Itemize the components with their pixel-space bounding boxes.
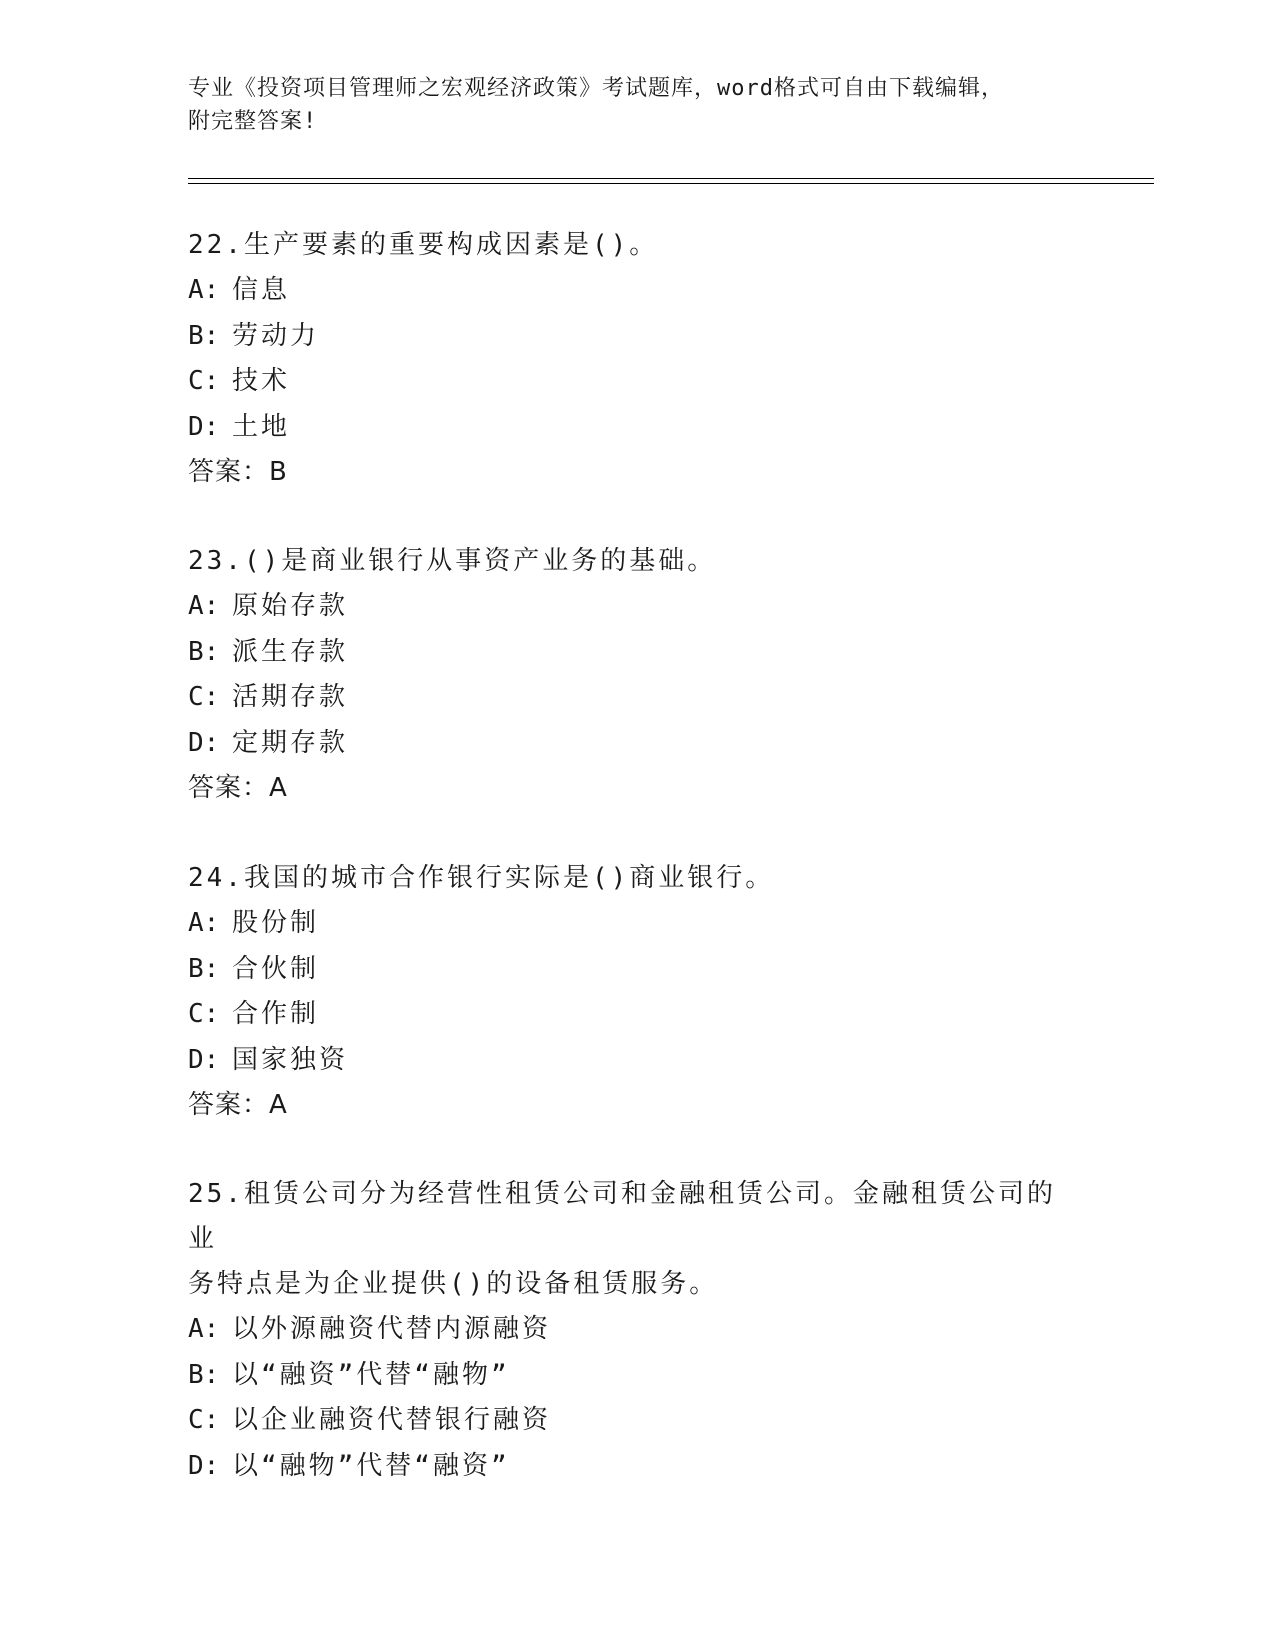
option-d <box>188 721 1068 767</box>
option-a <box>188 1307 1068 1353</box>
question-title: 22.生产要素的重要构成因素是()。 <box>188 230 659 260</box>
option-text: 定期存款 <box>232 727 349 758</box>
question-23 <box>188 539 1068 811</box>
option-c <box>188 675 1068 721</box>
answer-line: 答案：A <box>188 1090 288 1120</box>
option-d <box>188 405 1068 451</box>
answer-line: 答案：A <box>188 773 288 803</box>
option-d <box>188 1038 1068 1084</box>
option-text: 合伙制 <box>232 953 320 984</box>
option-text: 劳动力 <box>232 320 320 351</box>
option-b <box>188 947 1068 993</box>
option-letter: B: <box>188 953 220 984</box>
option-c <box>188 992 1068 1038</box>
option-text: 以企业融资代替银行融资 <box>232 1405 552 1435</box>
header-divider-bottom <box>188 183 1154 184</box>
option-text: 国家独资 <box>232 1044 349 1075</box>
question-24 <box>188 856 1068 1128</box>
option-letter: B: <box>188 320 220 351</box>
option-text: 以“融物”代替“融资” <box>232 1450 510 1481</box>
question-title-line-2: 务特点是为企业提供()的设备租赁服务。 <box>188 1269 719 1299</box>
option-text: 合作制 <box>232 999 320 1029</box>
question-22 <box>188 223 1068 495</box>
header-line-1: 专业《投资项目管理师之宏观经济政策》考试题库，word格式可自由下载编辑， <box>188 76 1004 101</box>
question-title-line-1: 25.租赁公司分为经营性租赁公司和金融租赁公司。金融租赁公司的业 <box>188 1179 1056 1254</box>
option-b <box>188 630 1068 676</box>
option-letter: A: <box>188 908 220 938</box>
option-a <box>188 584 1068 630</box>
option-letter: D: <box>188 411 220 442</box>
header-divider-top <box>188 178 1154 179</box>
question-title: 24.我国的城市合作银行实际是()商业银行。 <box>188 863 775 893</box>
option-letter: A: <box>188 591 220 621</box>
option-letter: A: <box>188 1314 220 1344</box>
option-letter: C: <box>188 999 220 1029</box>
option-text: 派生存款 <box>232 636 349 667</box>
header-line-2: 附完整答案! <box>188 109 318 134</box>
option-text: 活期存款 <box>232 682 349 712</box>
option-c <box>188 359 1068 405</box>
option-letter: C: <box>188 682 220 712</box>
option-b <box>188 314 1068 360</box>
option-letter: A: <box>188 275 220 305</box>
answer-line: 答案：B <box>188 457 288 487</box>
option-text: 股份制 <box>232 908 320 938</box>
option-text: 以“融资”代替“融物” <box>232 1359 510 1390</box>
option-text: 土地 <box>232 411 291 442</box>
option-d <box>188 1444 1068 1490</box>
option-letter: D: <box>188 1044 220 1075</box>
option-c <box>188 1398 1068 1444</box>
option-letter: B: <box>188 1359 220 1390</box>
document-header <box>188 72 1068 138</box>
question-25 <box>188 1172 1068 1489</box>
option-letter: D: <box>188 727 220 758</box>
option-a <box>188 268 1068 314</box>
option-text: 信息 <box>232 275 291 305</box>
option-letter: C: <box>188 1405 220 1435</box>
option-text: 原始存款 <box>232 591 349 621</box>
option-text: 以外源融资代替内源融资 <box>232 1314 552 1344</box>
option-a <box>188 901 1068 947</box>
option-b <box>188 1353 1068 1399</box>
option-text: 技术 <box>232 366 291 396</box>
option-letter: B: <box>188 636 220 667</box>
question-title: 23.()是商业银行从事资产业务的基础。 <box>188 546 717 576</box>
option-letter: D: <box>188 1450 220 1481</box>
option-letter: C: <box>188 366 220 396</box>
